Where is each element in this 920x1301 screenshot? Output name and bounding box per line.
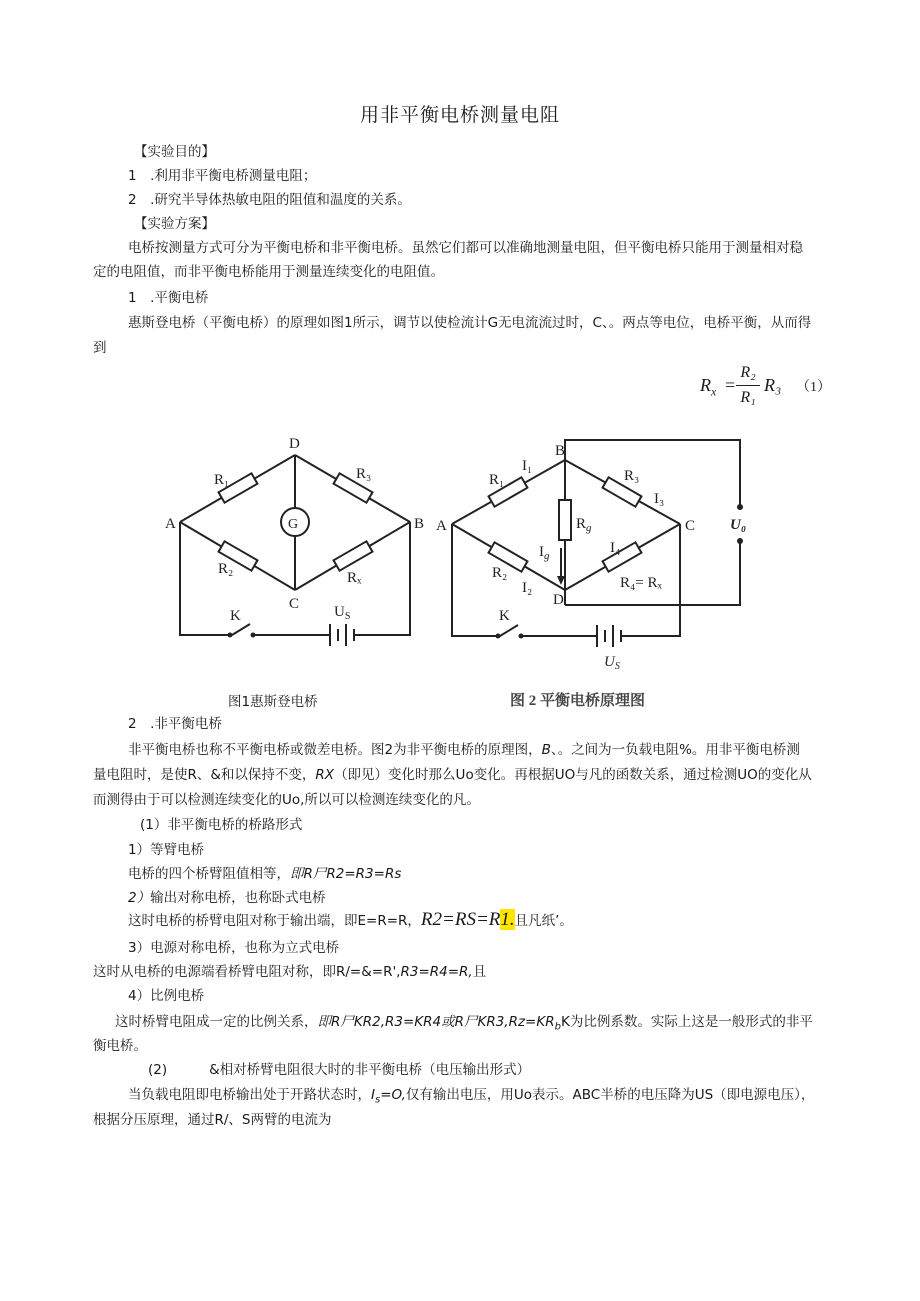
fig2-wire (565, 542, 740, 605)
paragraph-line: 这时从电桥的电源端看桥臂电阻对称，即R/=&=R',R3=R4=R,且 (93, 964, 487, 980)
u0-terminal (737, 504, 743, 510)
formula-r3: R₃ (764, 375, 782, 395)
fig2-wire (565, 440, 740, 505)
switch-contact (251, 633, 256, 638)
fig2-label-i3: I₃ (654, 491, 665, 507)
fig2-node-d: D (553, 592, 564, 608)
fig2-label-r1: R₁ (489, 472, 505, 488)
resistor-rx (334, 541, 373, 570)
fig2-label-r3: R₃ (624, 468, 640, 484)
fig1-wire (180, 522, 228, 635)
paragraph-line: 到 (93, 340, 107, 356)
figure-2-caption: 图 2 平衡电桥原理图 (510, 693, 646, 709)
fig2-label-r4: R₄= Rₓ (620, 575, 662, 591)
fig2-label-i4: I₄ (610, 540, 621, 556)
paragraph-line: 量电阻时，是使R、&和以保持不变，RX（即见）变化时那么Uo变化。再根据UO与凡的函数关系，通过检测UO的变化从 (93, 767, 812, 783)
switch-k (232, 624, 250, 635)
fig2-node-a: A (436, 518, 447, 534)
formula-denominator: R₁ (740, 389, 756, 406)
fig2-label-u0: U₀ (730, 517, 747, 533)
fig2-label-rg: $R_g$ (576, 516, 592, 534)
list-heading-ratio: 4）比例电桥 (128, 988, 205, 1004)
list-heading-output-symmetric: 2）输出对称电桥，也称卧式电桥 (128, 890, 326, 906)
sub-heading-voltage-output: (2) &相对桥臂电阻很大时的非平衡电桥（电压输出形式） (148, 1062, 531, 1078)
paragraph-line: 这时桥臂电阻成一定的比例关系，即R尸KR2,R3=KR4或R尸$KR3,Rz=KR_bK$为比例系数。实际上这是一般形式的非平 (115, 1014, 813, 1033)
fig2-wire (452, 524, 496, 636)
subsection-heading-balanced: 1 .平衡电桥 (128, 290, 209, 306)
formula-equals: = (725, 375, 736, 395)
equation-number: （1） (796, 380, 831, 395)
fig1-label-rx: Rₓ (347, 570, 362, 586)
paragraph-line: 衡电桥。 (93, 1038, 147, 1054)
fig1-label-r3: R₃ (356, 466, 372, 482)
list-heading-source-symmetric: 3）电源对称电桥，也称为立式电桥 (128, 940, 340, 956)
fig1-label-r1: R₁ (214, 472, 230, 488)
fig2-node-b: B (555, 443, 566, 459)
paragraph-line: 定的电阻值，而非平衡电桥能用于测量连续变化的电阻值。 (93, 264, 444, 280)
paragraph-line: 根据分压原理，通过R/、S两臂的电流为 (93, 1112, 332, 1128)
u0-terminal (737, 538, 743, 544)
paragraph-line: 电桥按测量方式可分为平衡电桥和非平衡电桥。虽然它们都可以准确地测量电阻，但平衡电桥只能用于测量相对稳 (128, 240, 803, 256)
fig2-node-c: C (685, 518, 696, 534)
paragraph-line: 这时电桥的桥臂电阻对称于输出端，即E=R=R，R2=RS=R1.且凡纸’。 (128, 909, 573, 930)
purpose-item-2: 2 .研究半导体热敏电阻的阻值和温度的关系。 (128, 192, 411, 208)
paragraph-line: 当负载电阻即电桥输出处于开路状态时，$I_s=O$,仅有输出电压，用Uo表示。ABC半桥的电压降为US（即电源电压）， (128, 1087, 815, 1106)
fig1-node-c: C (289, 596, 300, 612)
paragraph-line: 非平衡电桥也称不平衡电桥或微差电桥。图2为非平衡电桥的原理图，B、。之间为一负载电阻%。用非平衡电桥测 (128, 742, 800, 758)
paragraph-line: 惠斯登电桥（平衡电桥）的原理如图1所示，调节以使检流计G无电流流过时，C、。两点等电位，电桥平衡，从而得 (128, 315, 812, 331)
fig2-label-i1: I₁ (522, 458, 533, 474)
switch-contact (519, 634, 524, 639)
fig2-resistor-r4 (603, 542, 642, 571)
fig2-label-ig: $I_g$ (539, 544, 550, 562)
sub-heading-bridge-forms: (1）非平衡电桥的桥路形式 (140, 817, 303, 833)
paragraph-line: 而测得由于可以检测连续变化的Uo,所以可以检测连续变化的凡。 (93, 792, 480, 808)
figure-1-caption: 图1惠斯登电桥 (228, 694, 318, 710)
resistor-rg (559, 500, 571, 540)
switch-contact (228, 633, 233, 638)
formula-numerator: R₂ (740, 364, 756, 381)
ig-arrow-head (557, 576, 565, 585)
list-heading-equal-arm: 1）等臂电桥 (128, 842, 205, 858)
fig1-label-r2: R₂ (218, 561, 234, 577)
fig1-node-a: A (165, 516, 176, 532)
fig2-label-i2: I₂ (522, 580, 533, 596)
purpose-item-1: 1 .利用非平衡电桥测量电阻； (128, 168, 317, 184)
figure-2-labels (436, 443, 746, 672)
paragraph-line: 电桥的四个桥臂阻值相等，即R尸R2=R3=Rs (128, 866, 402, 882)
section-heading-plan: 【实验方案】 (134, 216, 215, 232)
fig2-switch-k (500, 625, 518, 636)
fig1-node-b: B (414, 516, 425, 532)
fig2-label-r2: R₂ (492, 565, 508, 581)
fig1-node-d: D (289, 436, 300, 452)
fig2-label-us: $U_S$ (604, 654, 620, 672)
formula-rx: $R_x$ (700, 375, 717, 399)
fig1-label-k: K (230, 608, 241, 624)
figure-1-dots (228, 633, 256, 638)
section-heading-purpose: 【实验目的】 (134, 144, 215, 160)
fig2-label-k: K (499, 608, 510, 624)
page-title: 用非平衡电桥测量电阻 (359, 104, 560, 126)
fig1-label-us: $U_S$ (334, 604, 351, 622)
fig1-galvanometer-label: G (288, 517, 299, 532)
subsection-heading-unbalanced: 2 .非平衡电桥 (128, 716, 222, 732)
switch-contact (496, 634, 501, 639)
